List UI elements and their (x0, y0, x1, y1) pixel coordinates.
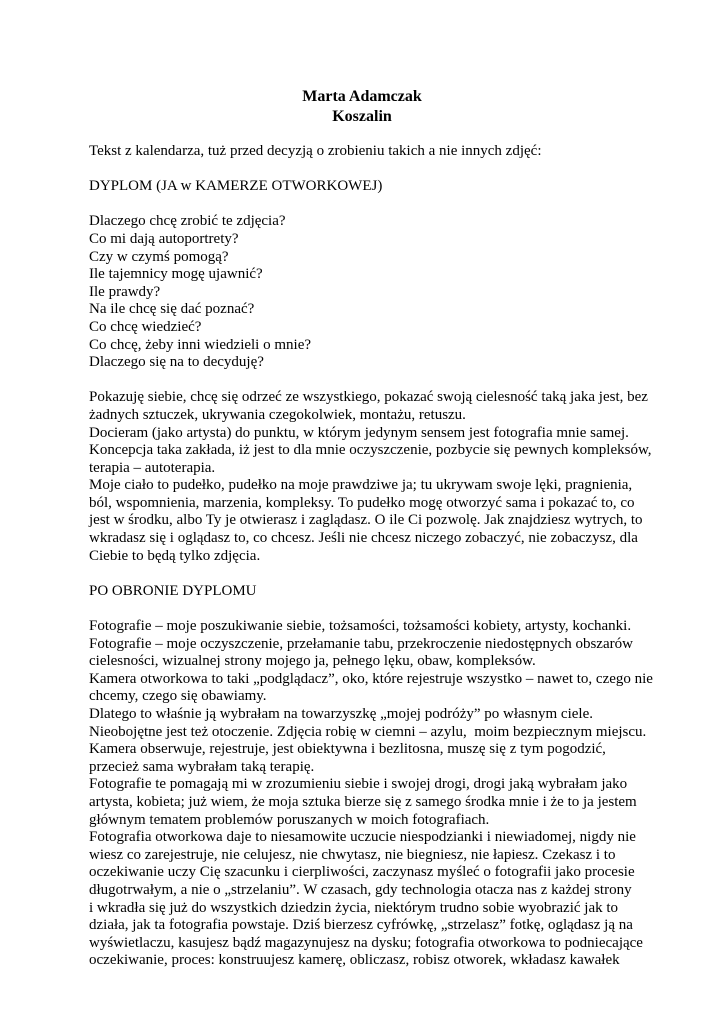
text-line: Fotografia otworkowa daje to niesamowite uczucie niespodzianki i niewiadomej, nigdy nie (89, 829, 636, 846)
question-line: Ile prawdy? (89, 283, 161, 300)
text-line: Fotografie – moje oczyszczenie, przełamanie tabu, przekroczenie niedostępnych obszarów (89, 635, 633, 652)
section1-paragraphs (89, 389, 652, 565)
text-line: przecież sama wybrałam taką terapię. (89, 758, 315, 775)
text-line: wiesz co zarejestruje, nie celujesz, nie chwytasz, nie biegniesz, nie łapiesz. Czekasz i to (89, 846, 616, 863)
text-line: oczekiwanie, proces: konstruujesz kamerę, obliczasz, robisz otworek, wkładasz kawałek (89, 952, 620, 969)
questions-list (89, 213, 649, 371)
text-line: Kamera otworkowa to taki „podglądacz”, oko, które rejestruje wszystko – nawet to, czego nie (89, 670, 653, 687)
text-line: wkradasz się i oglądasz to, co chcesz. Jeśli nie chcesz niczego zobaczyć, nie zobaczysz, dla (89, 530, 638, 547)
question-line: Dlaczego się na to decyduję? (89, 354, 264, 371)
section2-paragraphs (89, 618, 653, 970)
text-line: długotrwałym, a nie o „strzelaniu”. W czasach, gdy technologia otacza nas z każdej strony (89, 881, 632, 898)
text-line: ból, wspomnienia, marzenia, kompleksy. To pudełko mogę otworzyć sama i pokazać to, co (89, 494, 635, 511)
section1-heading: DYPLOM (JA w KAMERZE OTWORKOWEJ) (89, 178, 383, 195)
text-line: Kamera obserwuje, rejestruje, jest obiektywna i bezlitosna, muszę się z tym pogodzić, (89, 741, 606, 758)
question-line: Dlaczego chcę zrobić te zdjęcia? (89, 213, 286, 230)
document-header (0, 87, 724, 127)
author-name: Marta Adamczak (302, 88, 422, 105)
section2-heading: PO OBRONIE DYPLOMU (89, 582, 257, 599)
text-line: żadnych sztuczek, ukrywania czegokolwiek, montażu, retuszu. (89, 406, 466, 423)
question-line: Co chcę, żeby inni wiedzieli o mnie? (89, 336, 312, 353)
text-line: Koncepcja taka zakłada, iż jest to dla mnie oczyszczenie, pozbycie się pewnych kompleksów, (89, 442, 652, 459)
question-line: Czy w czymś pomogą? (89, 248, 229, 265)
intro-paragraph: Tekst z kalendarza, tuż przed decyzją o zrobieniu takich a nie innych zdjęć: (89, 143, 542, 159)
text-line: cielesności, wizualnej strony mojego ja, pełnego lęku, obaw, kompleksów. (89, 653, 536, 670)
text-line: terapia – autoterapia. (89, 459, 216, 476)
author-city: Koszalin (332, 108, 392, 125)
question-line: Ile tajemnicy mogę ujawnić? (89, 266, 263, 283)
text-line: działa, jak ta fotografia powstaje. Dziś bierzesz cyfrówkę, „strzelasz” fotkę, oglądasz ją na (89, 917, 633, 934)
text-line: oczekiwanie uczy Cię szacunku i cierpliwości, zaczynasz myśleć o fotografii jako procesie (89, 864, 635, 881)
text-line: Ciebie to będą tylko zdjęcia. (89, 547, 261, 564)
text-line: Nieobojętne jest też otoczenie. Zdjęcia robię w ciemni – azylu, moim bezpiecznym miejscu. (89, 723, 647, 740)
text-line: jest w środku, albo Ty je otwierasz i zaglądasz. O ile Ci pozwolę. Jak znajdziesz wytrych, to (89, 512, 643, 529)
document-body (89, 143, 653, 970)
text-line: Dlatego to właśnie ją wybrałam na towarzyszkę „mojej podróży” po własnym ciele. (89, 706, 593, 722)
text-line: Pokazuję siebie, chcę się odrzeć ze wszystkiego, pokazać swoją cielesność taką jaka jest, bez (89, 389, 648, 406)
question-line: Co mi dają autoportrety? (89, 230, 239, 247)
text-line: głównym tematem problemów poruszanych w moich fotografiach. (89, 811, 490, 828)
text-line: Moje ciało to pudełko, pudełko na moje prawdziwe ja; tu ukrywam swoje lęki, pragnienia, (89, 477, 633, 494)
text-line: Fotografie – moje poszukiwanie siebie, tożsamości, tożsamości kobiety, artysty, kochanki. (89, 618, 632, 635)
text-line: artysta, kobieta; już wiem, że moja sztuka bierze się z samego środka mnie i że to ja jestem (89, 793, 637, 810)
question-line: Na ile chcę się dać poznać? (89, 301, 255, 318)
text-line: Fotografie te pomagają mi w zrozumieniu siebie i swojej drogi, drogi jaką wybrałam jako (89, 776, 628, 793)
text-line: chcemy, czego się obawiamy. (89, 688, 267, 705)
text-line: i wkradła się już do wszystkich dziedzin życia, niektórym trudno sobie wyobrazić jak to (89, 899, 619, 916)
text-line: Docieram (jako artysta) do punktu, w którym jedynym sensem jest fotografia mnie samej. (89, 424, 629, 441)
text-line: wyświetlaczu, kasujesz bądź magazynujesz na dysku; fotografia otworkowa to podniecające (89, 934, 643, 951)
question-line: Co chcę wiedzieć? (89, 318, 202, 335)
